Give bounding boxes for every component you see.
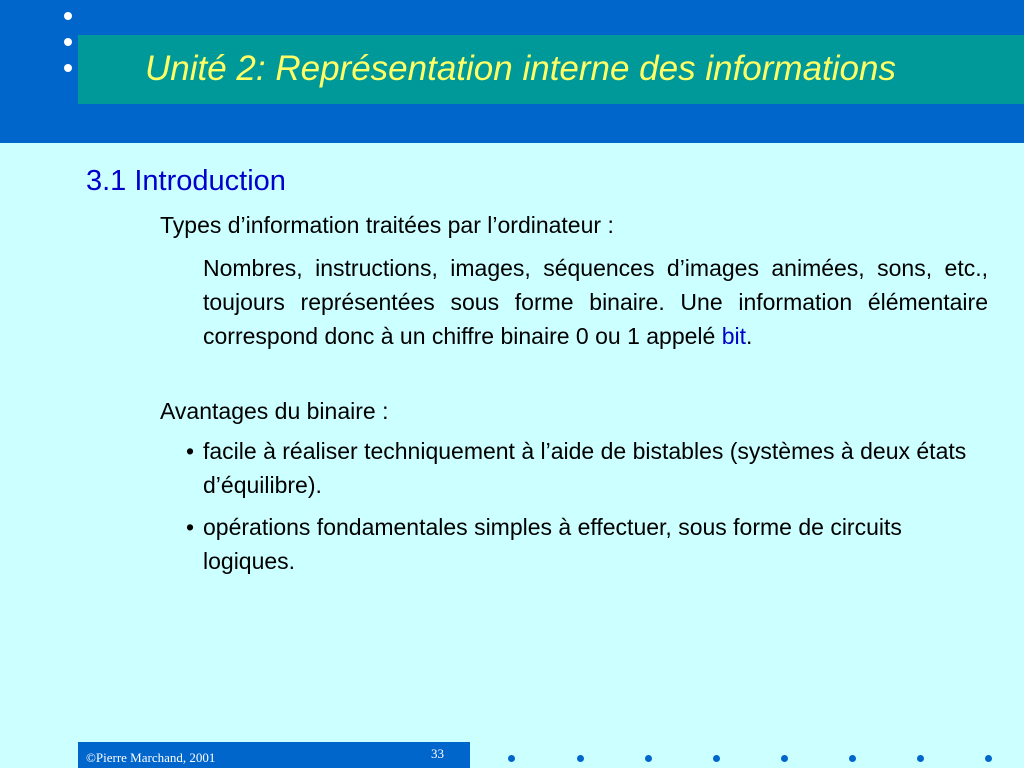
footer-dot bbox=[645, 755, 652, 762]
slide-title: Unité 2: Représentation interne des informations bbox=[145, 49, 896, 88]
footer-dot bbox=[713, 755, 720, 762]
page-number: 33 bbox=[431, 746, 444, 761]
footer-dot bbox=[917, 755, 924, 762]
advantages-heading: Avantages du binaire : bbox=[160, 398, 389, 424]
advantage-text: facile à réaliser techniquement à l’aide de bistables (systèmes à deux états d’équilibre). bbox=[203, 438, 967, 498]
section-heading: 3.1 Introduction bbox=[86, 165, 286, 197]
footer-dot bbox=[985, 755, 992, 762]
footer-dot bbox=[577, 755, 584, 762]
footer-dot bbox=[781, 755, 788, 762]
types-paragraph-text: Nombres, instructions, images, séquences d’images animées, sons, etc., toujours représentées sous forme binaire. Une information élémentaire correspond donc à un chiffre binaire 0 ou 1 appelé bbox=[203, 255, 988, 349]
bit-term: bit bbox=[721, 323, 747, 349]
footer-dot bbox=[508, 755, 515, 762]
paragraph-period: . bbox=[746, 323, 753, 349]
copyright-notice: ©Pierre Marchand, 2001 bbox=[86, 750, 216, 765]
bullet-marker: • bbox=[186, 514, 195, 540]
types-paragraph bbox=[203, 251, 988, 353]
types-heading: Types d’information traitées par l’ordinateur : bbox=[160, 212, 614, 238]
footer-dot bbox=[849, 755, 856, 762]
advantage-text: opérations fondamentales simples à effectuer, sous forme de circuits logiques. bbox=[203, 514, 902, 574]
bullet-marker: • bbox=[186, 438, 195, 464]
footer-bar bbox=[78, 742, 470, 768]
